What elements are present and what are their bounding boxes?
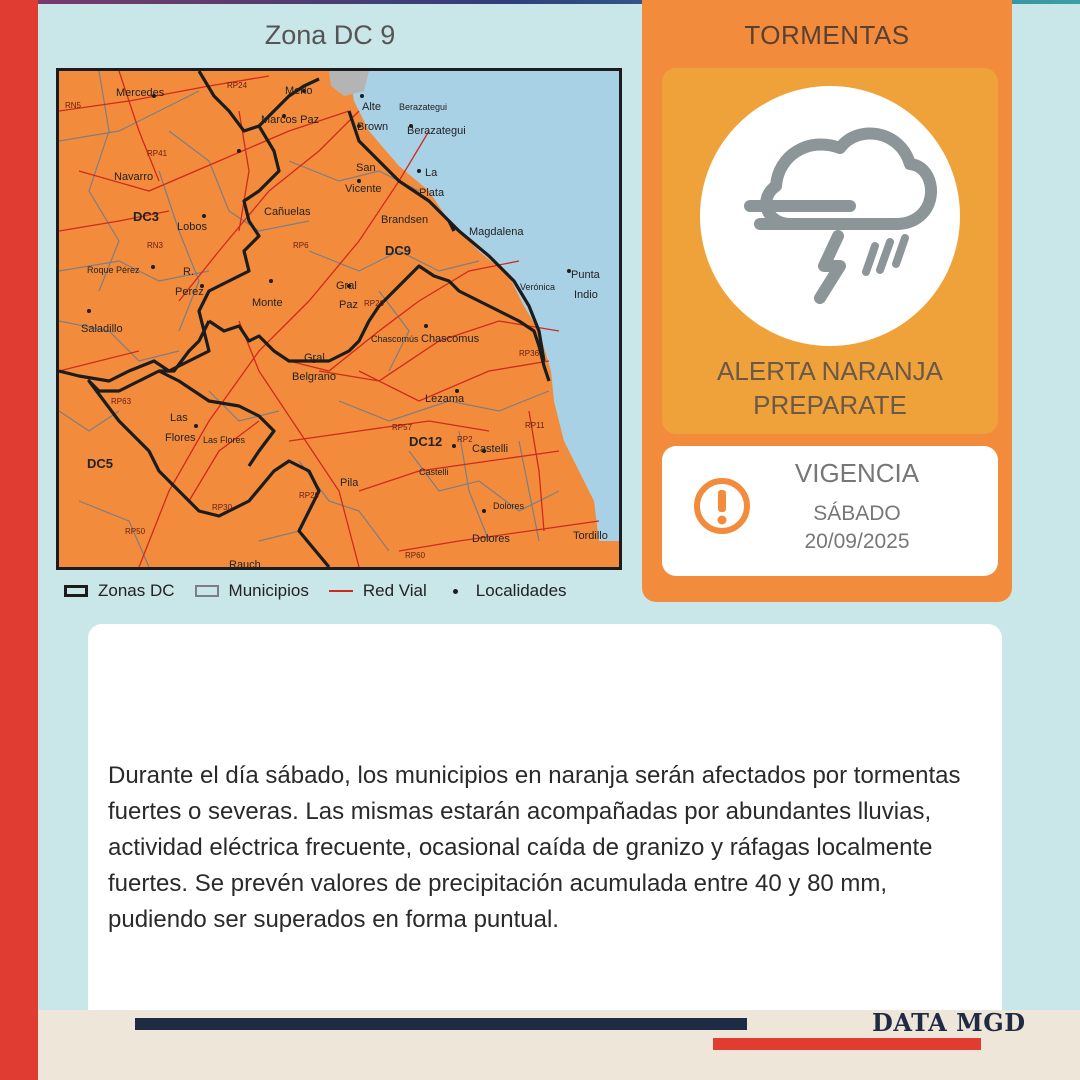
locality-label: Monte	[252, 297, 283, 309]
road-label: RP57	[392, 423, 413, 432]
locality-label: Navarro	[114, 171, 154, 183]
locality-dot-icon	[453, 589, 458, 594]
locality-label: Marcos Paz	[261, 114, 320, 126]
locality-label: Punta	[571, 269, 600, 281]
legend-municipalities-label: Municipios	[228, 581, 309, 600]
alert-level-label: ALERTA NARANJA	[717, 356, 943, 386]
alert-map[interactable]	[56, 68, 622, 570]
road-label: RP50	[125, 527, 146, 536]
locality-label: Lobos	[177, 221, 207, 233]
road-label: RP6	[293, 241, 309, 250]
locality-label: Castelli	[419, 467, 449, 477]
road-label: RN5	[65, 101, 82, 110]
storm-cloud-icon	[700, 86, 960, 346]
legend-localities	[447, 581, 567, 601]
locality-label: Cañuelas	[264, 206, 311, 218]
footer-red-bar	[713, 1038, 981, 1050]
locality-label: Vicente	[345, 183, 382, 195]
road-label: RN3	[147, 241, 164, 250]
description-card	[88, 624, 1002, 1024]
locality-label: Verónica	[520, 282, 556, 292]
locality-label: Roque Pérez	[87, 265, 140, 275]
locality-label: Chascomús	[371, 334, 419, 344]
municipality-swatch-icon	[195, 585, 219, 597]
locality-label: Paz	[339, 299, 358, 311]
legend-roads	[329, 581, 427, 601]
road-swatch-icon	[329, 590, 353, 592]
locality-label: Plata	[419, 187, 445, 199]
road-label: RP36	[519, 349, 540, 358]
locality-label: Pila	[340, 477, 359, 489]
zone-label-dc5: DC5	[87, 456, 114, 471]
locality-label: Magdalena	[469, 226, 524, 238]
locality-label: Flores	[165, 432, 196, 444]
exclamation-icon	[692, 476, 752, 536]
alert-level-card	[662, 68, 998, 434]
footer	[38, 1010, 1080, 1080]
alert-action-label: PREPARATE	[753, 390, 907, 420]
locality-label: Berazategui	[399, 102, 448, 112]
legend-zones-label: Zonas DC	[98, 581, 175, 600]
locality-label: Alte	[362, 101, 381, 113]
locality-label: La	[425, 167, 438, 179]
alert-type-title: TORMENTAS	[744, 20, 910, 50]
locality-label: Perez	[175, 286, 204, 298]
zone-label-dc9: DC9	[385, 243, 412, 258]
locality-label: Las Flores	[203, 435, 246, 445]
locality-label: Chascomus	[421, 333, 480, 345]
locality-label: Las	[170, 412, 188, 424]
road-label: RP63	[111, 397, 132, 406]
road-label: RP20	[364, 299, 385, 308]
locality-label: Lezama	[425, 393, 465, 405]
zone-swatch-icon	[64, 585, 88, 597]
zone-label-dc12: DC12	[409, 434, 443, 449]
locality-label: Brandsen	[381, 214, 429, 226]
road-label: RP11	[525, 421, 545, 430]
locality-label: Brown	[357, 121, 389, 133]
legend-municipalities	[195, 581, 309, 601]
road-label: RP60	[405, 551, 426, 560]
locality-label: Rauch	[229, 559, 261, 570]
locality-label: Tordillo	[573, 530, 608, 542]
validity-date: 20/09/2025	[804, 530, 910, 553]
locality-label: Indio	[574, 289, 598, 301]
locality-label: Belgrano	[292, 371, 337, 383]
road-label: RP2	[457, 435, 473, 444]
left-accent-bar	[0, 0, 38, 1080]
map-graphic	[59, 71, 619, 567]
road-label: RP29	[299, 491, 320, 500]
locality-label: Castelli	[472, 443, 509, 455]
validity-card	[662, 446, 998, 576]
locality-label: Mercedes	[116, 87, 165, 99]
footer-navy-bar	[135, 1018, 747, 1030]
brand-logo: DATA MGD	[872, 1008, 1026, 1037]
alert-panel	[642, 0, 1012, 602]
locality-label: Gral	[336, 280, 357, 292]
road-label: RP41	[147, 149, 168, 158]
road-label: RP30	[212, 503, 233, 512]
validity-title: VIGENCIA	[794, 458, 920, 488]
legend-localities-label: Localidades	[475, 581, 567, 600]
zone-label-dc3: DC3	[133, 209, 160, 224]
locality-label: Saladillo	[81, 323, 123, 335]
legend-roads-label: Red Vial	[362, 581, 427, 600]
map-title: Zona DC 9	[264, 20, 396, 50]
map-legend	[64, 578, 587, 604]
locality-label: Dolores	[493, 501, 525, 511]
locality-label: San	[356, 162, 376, 174]
road-label: RP24	[227, 81, 248, 90]
alert-level-text	[662, 354, 998, 422]
locality-label: Gral	[304, 352, 325, 364]
locality-label: Berazategui	[407, 125, 466, 137]
locality-label: Dolores	[472, 533, 510, 545]
description-text: Durante el día sábado, los municipios en naranja serán afectados por tormentas fuertes o severas. Las mismas estarán acompañadas por abundantes lluvias, actividad eléctrica frecuente, ocasional caída de granizo y ráfagas localmente fuertes. Se prevén valores de precipitación acumulada entre 40 y 80 mm, pudiendo ser superados en forma puntual.	[108, 762, 961, 933]
locality-label: Merlo	[285, 85, 313, 97]
validity-day: SÁBADO	[813, 502, 901, 525]
legend-zones	[64, 581, 175, 601]
locality-label: R.	[183, 266, 194, 278]
